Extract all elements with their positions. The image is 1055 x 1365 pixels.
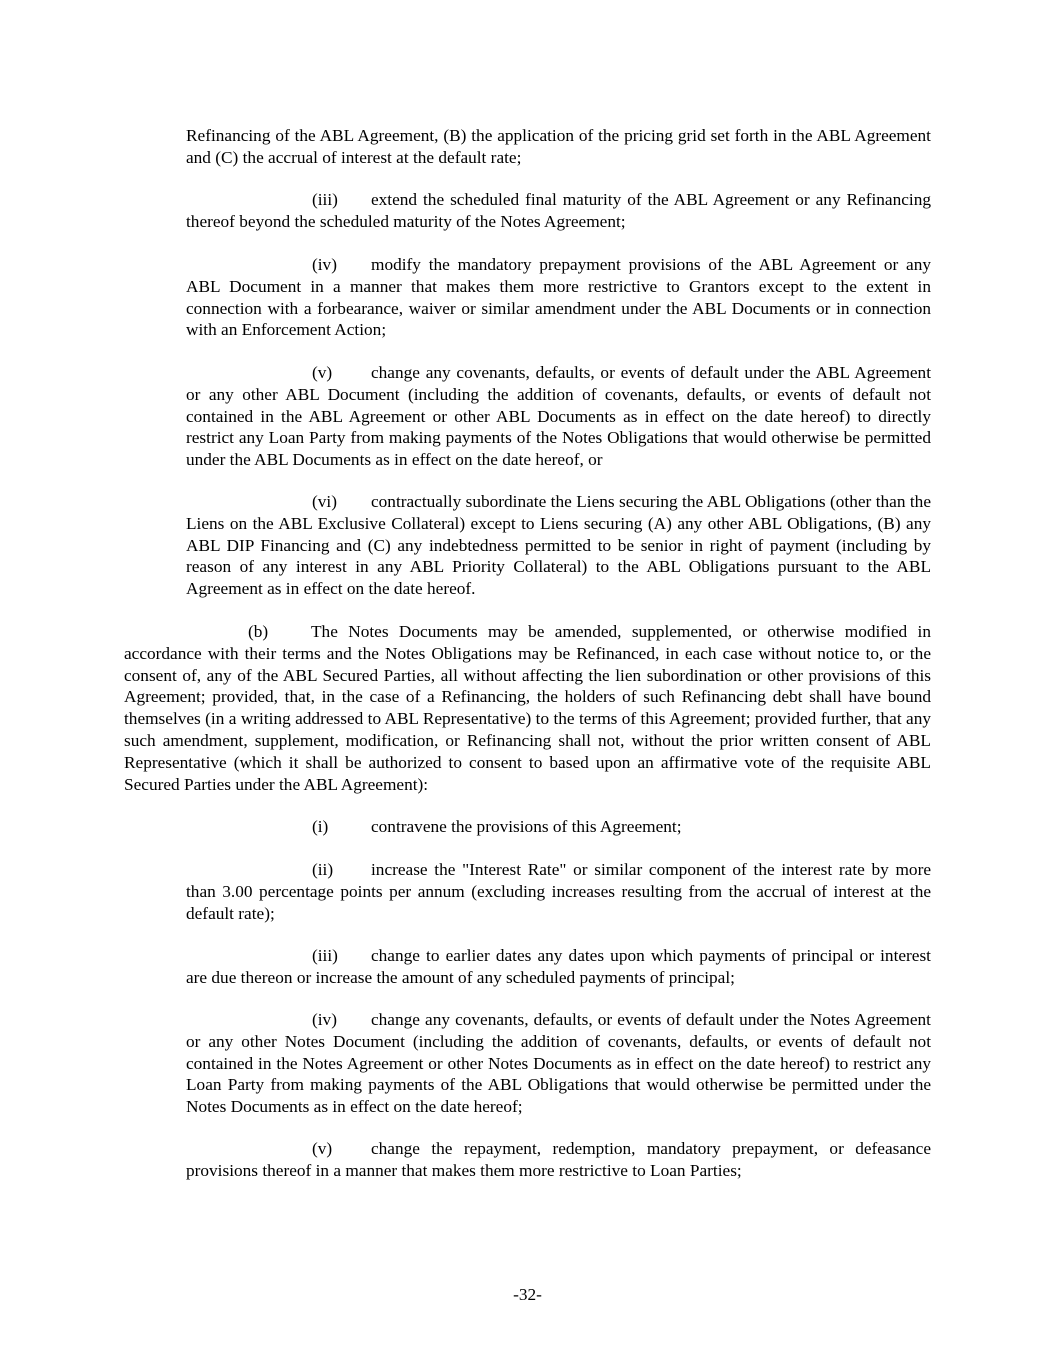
clause-text: contravene the provisions of this Agreement; <box>371 817 682 836</box>
clause-label: (v) <box>312 363 333 382</box>
section-text: The Notes Documents may be amended, supplemented, or otherwise modified in accordance with their terms and the Notes Obligations may be Refinanced, in each case without notice to, or the consent of, any of the ABL Secured Parties, all without affecting the lien subordination or other provisions of this Agreement; provided, that, in the case of a Refinancing, the holders of such Refinancing debt shall have bound themselves (in a writing addressed to ABL Representative) to the terms of this Agreement; provided further, that any such amendment, supplement, modification, or Refinancing shall not, without the prior written consent of ABL Representative (which it shall be authorized to consent to based upon an affirmative vote of the requisite ABL Secured Parties under the ABL Agreement): <box>124 622 931 794</box>
clause-text: change any covenants, defaults, or events of default under the ABL Agreement or any other ABL Document (including the addition of covenants, defaults, or events of default not contained in the ABL Agreement or other ABL Documents as in effect on the date hereof) to directly restrict any Loan Party from making payments of the Notes Obligations that would otherwise be permitted under the ABL Documents as in effect on the date hereof, or <box>186 363 931 470</box>
clause-b-i <box>186 816 931 838</box>
clause-a-v <box>186 362 931 471</box>
clause-b-iii <box>186 945 931 989</box>
clause-b-iv <box>186 1009 931 1118</box>
clause-b-ii <box>186 859 931 924</box>
clause-text: change the repayment, redemption, mandatory prepayment, or defeasance provisions thereof in a manner that makes them more restrictive to Loan Parties; <box>186 1139 931 1180</box>
paragraph-text: Refinancing of the ABL Agreement, (B) the application of the pricing grid set forth in the ABL Agreement and (C) the accrual of interest at the default rate; <box>186 126 931 167</box>
section-b <box>124 621 931 795</box>
clause-label: (iv) <box>312 1010 337 1029</box>
clause-label: (iii) <box>312 190 338 209</box>
clause-text: change to earlier dates any dates upon which payments of principal or interest are due thereon or increase the amount of any scheduled payments of principal; <box>186 946 931 987</box>
clause-text: extend the scheduled final maturity of the ABL Agreement or any Refinancing thereof beyond the scheduled maturity of the Notes Agreement; <box>186 190 931 231</box>
clause-a-vi <box>186 491 931 600</box>
paragraph-continuation <box>186 125 931 169</box>
clause-label: (i) <box>312 817 329 836</box>
clause-label: (ii) <box>312 860 334 879</box>
clause-label: (vi) <box>312 492 337 511</box>
clause-label: (v) <box>312 1139 333 1158</box>
clause-label: (iii) <box>312 946 338 965</box>
clause-a-iii <box>186 189 931 233</box>
clause-a-iv <box>186 254 931 341</box>
clause-text: increase the "Interest Rate" or similar component of the interest rate by more than 3.00 percentage points per annum (excluding increases resulting from the accrual of interest at the default rate); <box>186 860 931 923</box>
clause-b-v <box>186 1138 931 1182</box>
clause-label: (iv) <box>312 255 337 274</box>
clause-text: modify the mandatory prepayment provisions of the ABL Agreement or any ABL Document in a manner that makes them more restrictive to Grantors except to the extent in connection with a forbearance, waiver or similar amendment under the ABL Documents or in connection with an Enforcement Action; <box>186 255 931 340</box>
section-label: (b) <box>248 622 269 641</box>
clause-text: change any covenants, defaults, or events of default under the Notes Agreement or any other Notes Document (including the addition of covenants, defaults, or events of default not contained in the Notes Agreement or other Notes Documents as in effect on the date hereof) to restrict any Loan Party from making payments of the ABL Obligations that would otherwise be permitted under the Notes Documents as in effect on the date hereof; <box>186 1010 931 1117</box>
clause-text: contractually subordinate the Liens securing the ABL Obligations (other than the Liens on the ABL Exclusive Collateral) except to Liens securing (A) any other ABL Obligations, (B) any ABL DIP Financing and (C) any indebtedness permitted to be senior in right of payment (including by reason of any interest in any ABL Priority Collateral) to the ABL Obligations pursuant to the ABL Agreement as in effect on the date hereof. <box>186 492 931 599</box>
page-number: -32- <box>513 1285 542 1304</box>
